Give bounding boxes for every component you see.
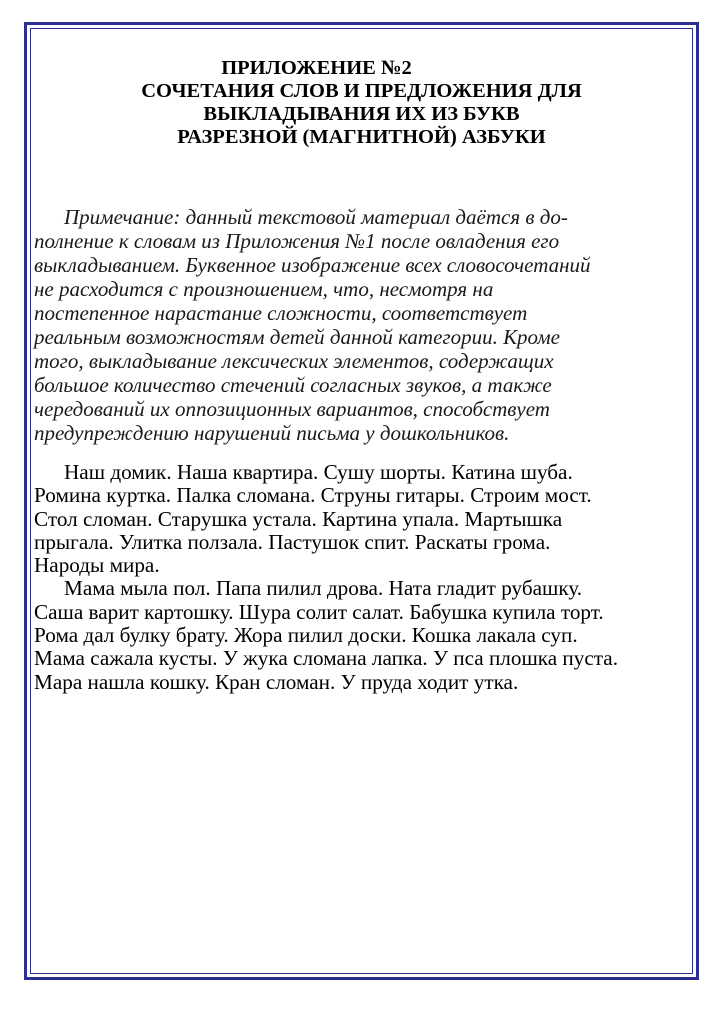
paragraph-line: Наш домик. Наша квартира. Сушу шорты. Катина шуба. xyxy=(64,460,573,484)
note-line: того, выкладывание лексических элементов, содержащих xyxy=(34,349,554,373)
note-paragraph xyxy=(34,205,674,445)
note-line: не расходится с произношением, что, несмотря на xyxy=(34,277,494,301)
note-line: реальным возможностям детей данной категории. Кроме xyxy=(34,325,560,349)
appendix-label: ПРИЛОЖЕНИЕ №2 xyxy=(221,57,412,79)
body-text xyxy=(34,461,694,694)
paragraph-line: Рома дал булку брату. Жора пилил доски. Кошка лакала суп. xyxy=(34,623,578,648)
paragraph-line: Народы мира. xyxy=(34,553,160,578)
note-line: чередований их оппозиционных вариантов, способствует xyxy=(34,397,550,421)
title-line: ВЫКЛАДЫВАНИЯ ИХ ИЗ БУКВ xyxy=(203,103,520,125)
note-line: большое количество стечений согласных звуков, а также xyxy=(34,373,552,397)
paragraph-line: Мама сажала кусты. У жука сломана лапка. У пса плошка пуста. xyxy=(34,646,618,671)
paragraph-line: Стол сломан. Старушка устала. Картина упала. Мартышка xyxy=(34,506,563,531)
paragraph-line: Мама мыла пол. Папа пилил дрова. Ната гладит рубашку. xyxy=(64,576,583,601)
page-title xyxy=(40,57,683,149)
note-line: предупреждению нарушений письма у дошкольников. xyxy=(34,421,510,445)
paragraph-line: Мара нашла кошку. Кран сломан. У пруда ходит утка. xyxy=(34,669,519,694)
title-line: СОЧЕТАНИЯ СЛОВ И ПРЕДЛОЖЕНИЯ ДЛЯ xyxy=(141,80,582,102)
note-line: Примечание: данный текстовой материал даётся в до- xyxy=(64,205,568,229)
note-line: постепенное нарастание сложности, соответствует xyxy=(34,301,528,325)
paragraph-line: прыгала. Улитка ползала. Пастушок спит. Раскаты грома. xyxy=(34,529,551,554)
note-line: полнение к словам из Приложения №1 после овладения его xyxy=(34,229,560,253)
note-line: выкладыванием. Буквенное изображение всех словосочетаний xyxy=(34,253,591,277)
paragraph-line: Саша варит картошку. Шура солит салат. Бабушка купила торт. xyxy=(34,599,604,624)
title-line: РАЗРЕЗНОЙ (МАГНИТНОЙ) АЗБУКИ xyxy=(177,126,546,148)
paragraph-line: Ромина куртка. Палка сломана. Струны гитары. Строим мост. xyxy=(34,483,592,508)
